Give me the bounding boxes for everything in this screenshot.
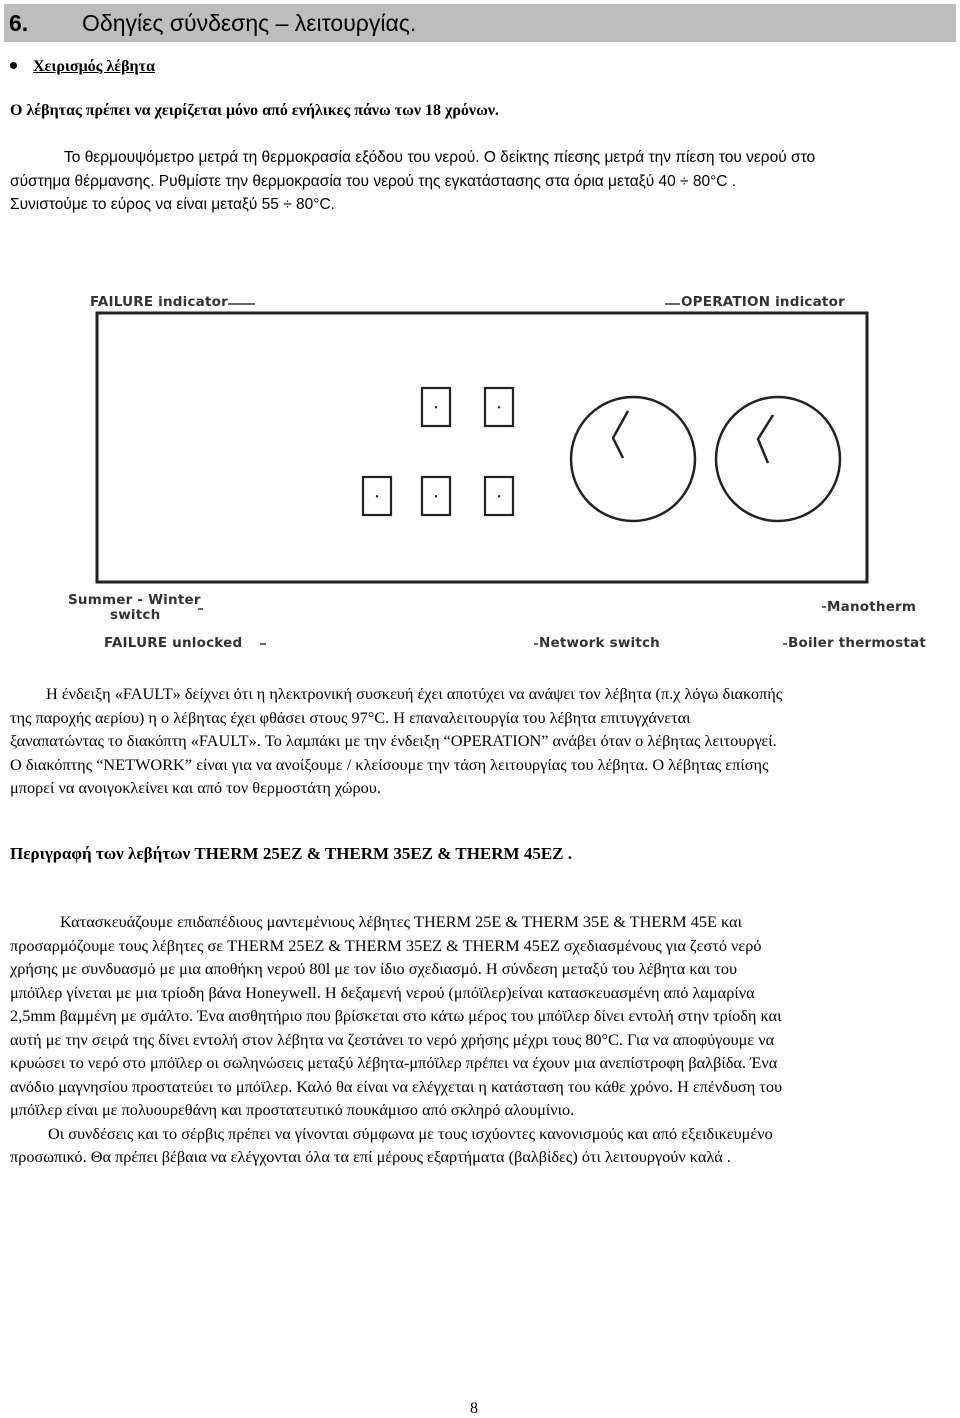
- summer-winter-label: [68, 593, 201, 623]
- network-switch-label: Network switch: [539, 635, 660, 651]
- age-warning: Ο λέβητας πρέπει να χειρίζεται μόνο από ενήλικες πάνω των 18 χρόνων.: [10, 102, 499, 119]
- paragraph-line: προσαρμόζουμε τους λέβητες σε THERM 25EZ & THERM 35EZ & THERM 45EZ σχεδιασμένους για ζεστό νερό: [10, 935, 762, 955]
- boiler-description-paragraph: [10, 910, 952, 1169]
- paragraph-line: ανόδιο μαγνησίου προστατεύει το μπόϊλερ. Καλό θα είναι να ελέγχεται η κατάσταση του κάθε χρόνο. Η επένδυση του: [10, 1076, 783, 1096]
- fault-paragraph: [10, 682, 952, 800]
- paragraph-line: μπόϊλερ γίνεται με μια τρίοδη βάνα Honeywell. Η δεξαμενή νερού (μπόϊλερ)είναι κατασκευασμένη από λαμαρίνα: [10, 982, 755, 1002]
- svg-text:•: •: [434, 492, 438, 503]
- paragraph-line: κρυώσει το νερό στο μπόϊλερ οι σωληνώσεις μεταξύ λέβητα-μπόϊλερ πρέπει να έχουν μια ανεπίστροφη βαλβίδα. Ένα: [10, 1053, 778, 1072]
- summer-winter-line2: switch: [110, 607, 161, 623]
- paragraph-line: μπόϊλερ είναι με πολυουρεθάνη και προστατευτικό πουκάμισο από σκληρό αλουμίνιο.: [10, 1100, 575, 1119]
- section-number: 6.: [9, 10, 29, 36]
- paragraph-line: Συνιστούμε το εύρος να είναι μεταξύ 55 ÷ 80°C.: [10, 196, 335, 213]
- paragraph-line: Οι συνδέσεις και το σέρβις πρέπει να γίνονται σύμφωνα με τους ισχύοντες κανονισμούς και από εξειδικευμένο: [48, 1123, 773, 1143]
- paragraph-line: ξαναπατώντας το διακόπτη «FAULT». Το λαμπάκι με την ένδειξη “OPERATION” ανάβει όταν ο λέβητας λειτουργεί.: [10, 731, 777, 750]
- svg-text:•: •: [497, 403, 501, 414]
- svg-text:•: •: [434, 403, 438, 414]
- paragraph-line: αυτή με την σειρά της δίνει εντολή στον λέβητα να ζεστάνει το νερό χρήσης μέχρι τους 80°C. Για να αποφύγουμε να: [10, 1029, 775, 1049]
- svg-text:•: •: [375, 492, 379, 503]
- paragraph-line: Ο διακόπτης “NETWORK” είναι για να ανοίξουμε / κλείσουμε την τάση λειτουργίας του λέβητα. Ο λέβητας επίσης: [10, 754, 769, 774]
- paragraph-line: χρήσης με συνδυασμό με μια αποθήκη νερού 80l με τον ίδιο σχεδιασμό. Η σύνδεση μεταξύ του λέβητα και του: [10, 959, 738, 978]
- paragraph-line: 2,5mm βαμμένη με σμάλτο. Ένα αισθητήριο που βρίσκεται στο κάτω μέρος του μπόϊλερ δίνει εντολή στην τρίοδη και: [10, 1006, 782, 1025]
- operation-indicator-label: OPERATION indicator: [681, 294, 845, 310]
- section-heading: [4, 4, 956, 42]
- intro-paragraph: [10, 146, 952, 217]
- boiler-thermostat-label: Boiler thermostat: [788, 635, 927, 651]
- boiler-description-title: Περιγραφή των λεβήτων THERM 25EZ & THERM 35EZ & THERM 45EZ .: [10, 844, 573, 863]
- bullet-heading: [10, 58, 155, 76]
- control-panel-diagram: [60, 282, 927, 662]
- paragraph-line: Το θερμουψόμετρο μετρά τη θερμοκρασία εξόδου του νερού. Ο δείκτης πίεσης μετρά την πίεση του νερού στο: [64, 149, 816, 166]
- panel-outline: [97, 313, 867, 582]
- svg-text:•: •: [497, 492, 501, 503]
- paragraph-line: της παροχής αερίου) η ο λέβητας έχει φθάσει στους 97°C. Η επαναλειτουργία του λέβητα επιτυγχάνεται: [10, 707, 691, 727]
- paragraph-line: Η ένδειξη «FAULT» δείχνει ότι η ηλεκτρονική συσκευή έχει αποτύχει να ανάψει τον λέβητα (π.χ λόγω διακοπής: [46, 684, 783, 703]
- paragraph-line: σύστημα θέρμανσης. Ρυθμίστε την θερμοκρασία του νερού της εγκατάστασης στα όρια μεταξύ 40 ÷ 80°C .: [10, 172, 737, 190]
- boiler-thermostat-dial: [716, 397, 840, 521]
- failure-unlocked-label: FAILURE unlocked: [104, 635, 243, 651]
- paragraph-line: Κατασκευάζουμε επιδαπέδιους μαντεμένιους λέβητες THERM 25E & THERM 35E & THERM 45E και: [60, 912, 742, 931]
- paragraph-line: προσωπικό. Θα πρέπει βέβαια να ελέγχονται όλα τα επί μέρους εξαρτήματα (βαλβίδες) ότι λειτουργούν καλά .: [10, 1147, 731, 1166]
- bullet-label: Χειρισμός λέβητα: [33, 58, 155, 75]
- manotherm-label: Manotherm: [827, 599, 917, 615]
- summer-winter-line1: Summer - Winter: [68, 592, 201, 608]
- section-title: Οδηγίες σύνδεσης – λειτουργίας.: [82, 10, 417, 36]
- manotherm-gauge: [571, 397, 695, 521]
- bullet-icon: [10, 62, 17, 69]
- page-number: 8: [470, 1400, 478, 1417]
- paragraph-line: μπορεί να ανοιγοκλείνει και από τον θερμοστάτη χώρου.: [10, 778, 381, 797]
- failure-indicator-label: FAILURE indicator: [90, 294, 228, 310]
